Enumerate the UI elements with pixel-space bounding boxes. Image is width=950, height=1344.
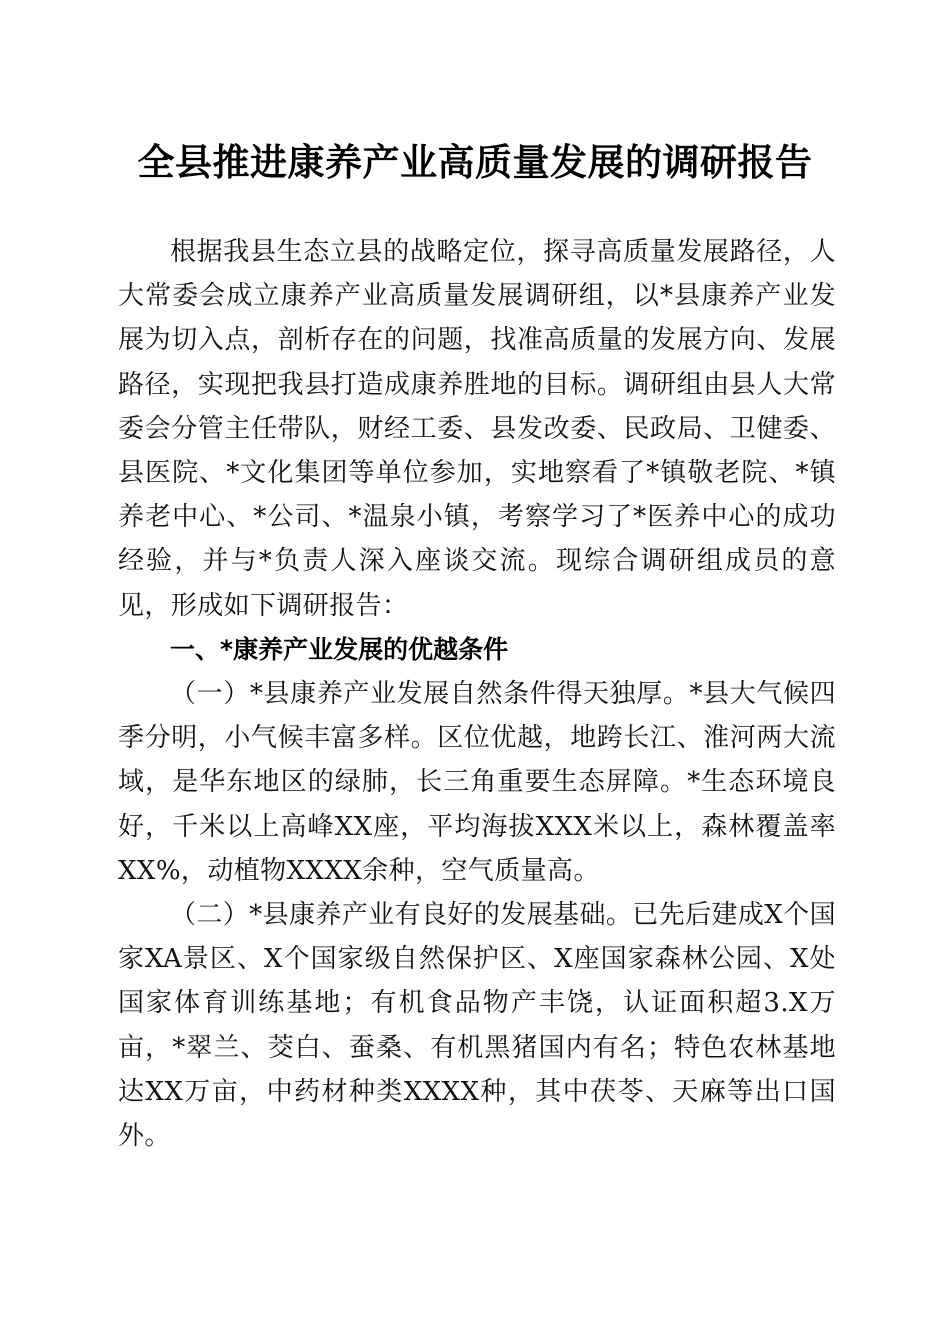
document-title: 全县推进康养产业高质量发展的调研报告 [137,140,813,184]
section-heading-1: 一、*康养产业发展的优越条件 [170,634,509,664]
intro-paragraph: 根据我县生态立县的战略定位，探寻高质量发展路径，人大常委会成立康养产业高质量发展调研组，以*县康养产业发展为切入点，剖析存在的问题，找准高质量的发展方向、发展路径，实现把我县打造成康养胜地的目标。调研组由县人大常委会分管主任带队，财经工委、县发改委、民政局、卫健委、县医院、*文化集团等单位参加，实地察看了*镇敬老院、*镇养老中心、*公司、*温泉小镇，考察学习了*医养中心的成功经验，并与*负责人深入座谈交流。现综合调研组成员的意见，形成如下调研报告： [118,237,836,621]
paragraph-natural-conditions: （一）*县康养产业发展自然条件得天独厚。*县大气候四季分明，小气候丰富多样。区位优越，地跨长江、淮河两大流域，是华东地区的绿肺，长三角重要生态屏障。*生态环境良好，千米以上高峰XX座，平均海拔XXX米以上，森林覆盖率XX%，动植物XXXX余种，空气质量高。 [118,679,836,886]
paragraph-development-foundation: （二）*县康养产业有良好的发展基础。已先后建成X个国家XA景区、X个国家级自然保护区、X座国家森林公园、X处国家体育训练基地；有机食品物产丰饶，认证面积超3.X万亩，*翠兰、茭白、蚕桑、有机黑猪国内有名；特色农林基地达XX万亩，中药材种类XXXX种，其中茯苓、天麻等出口国外。 [118,900,836,1152]
document-body [118,230,836,1158]
